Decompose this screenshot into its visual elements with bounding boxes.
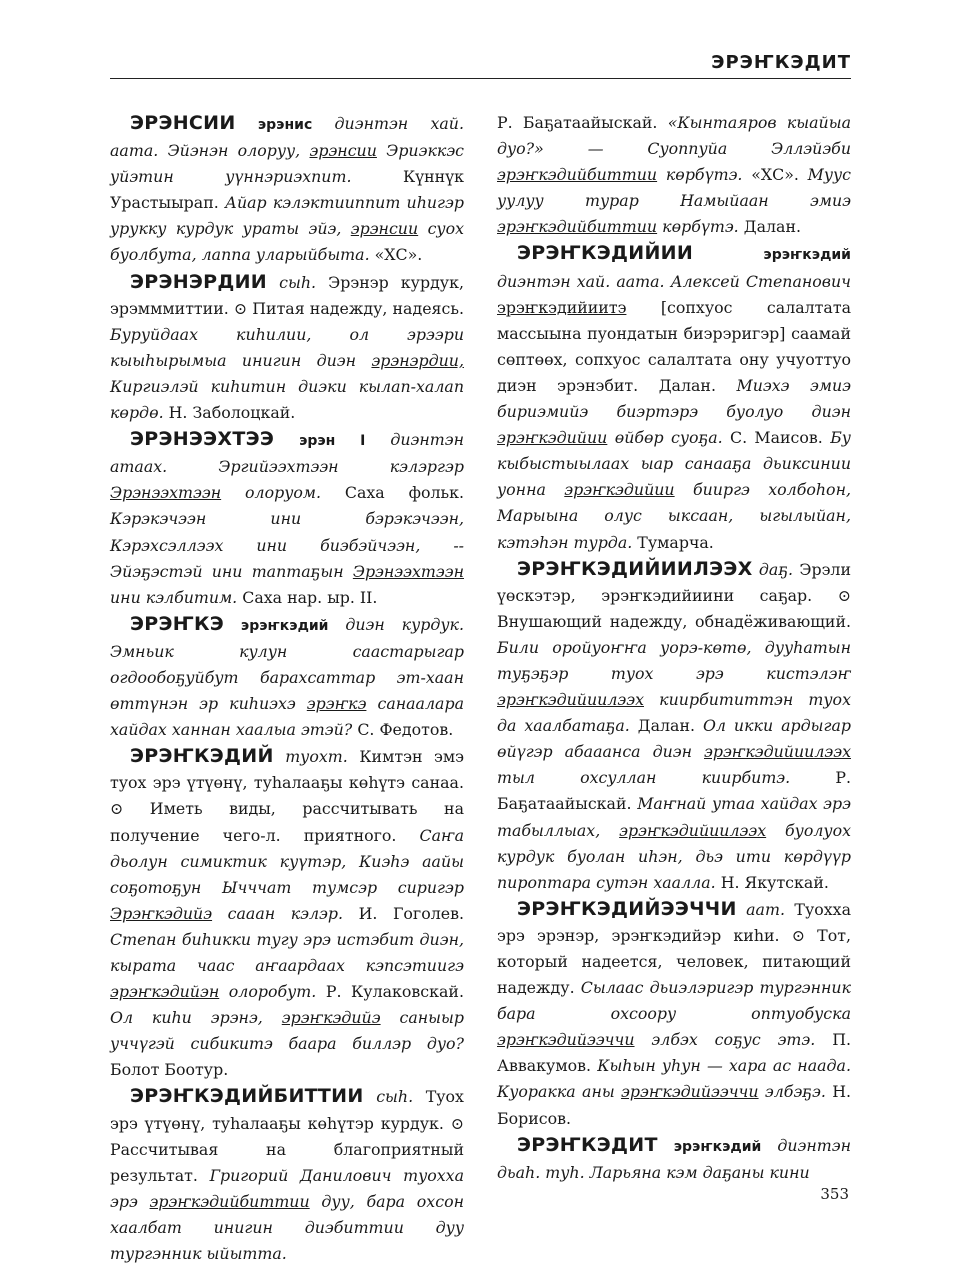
translation-marker-icon: ⊙ <box>450 1113 464 1133</box>
grammar-note: диэнтэн дьаһ. туһ. <box>497 1135 851 1182</box>
source-word: эрэҥкэдий <box>240 617 329 634</box>
russian-translation: Тот, который надеется, человек, питающий надежду. <box>497 925 851 998</box>
dictionary-entry <box>110 269 464 427</box>
example-keyword: эрэнсии <box>309 141 377 161</box>
example-text: Эйэнэн олоруу, <box>167 141 301 161</box>
example-keyword: эрэҥкэ <box>306 694 367 714</box>
dictionary-entry <box>110 611 464 743</box>
example-text: «Кынтаяров кыайыа дуо?» — Суоппуйа Эллэйэби <box>497 113 851 159</box>
translation-marker-icon: ⊙ <box>791 925 805 945</box>
example-text: тыл охсуллан киирбитэ. <box>497 768 791 788</box>
example-keyword: эрэҥкэдийээччи <box>497 1030 635 1050</box>
citation: Саха нар. ыр. II. <box>242 587 378 607</box>
source-word: эрэнис <box>257 117 313 133</box>
headword: ЭРЭҤКЭДИТ <box>517 1133 658 1156</box>
definition: Эрэли үөскэтэр, эрэҥкэдийиини саҕар. <box>497 559 851 605</box>
headword: ЭРЭҤКЭДИЙИИЛЭЭХ <box>517 557 753 580</box>
russian-translation: Внушающий надежду, обнадёживающий. <box>497 611 851 631</box>
citation: «ХС». <box>751 165 799 185</box>
source-word: эрэҥкэдий <box>763 247 851 264</box>
running-head <box>110 50 851 79</box>
translation-marker-icon: ⊙ <box>110 799 124 819</box>
example-text: дуу, бара охсон хаалбат инигин диэбиттии дуу тургэнник ыйытта. <box>110 1191 464 1264</box>
russian-translation: Иметь виды, рассчитывать на получение чего-л. приятного. <box>110 799 464 845</box>
headword: ЭРЭҤКЭДИЙИИ <box>517 242 694 265</box>
translation-marker-icon: ⊙ <box>837 585 851 605</box>
headword: ЭРЭНЭРДИИ <box>130 270 268 293</box>
grammar-note: диэнтэн хай. аата. <box>110 114 464 161</box>
example-text: Бу кыбыстыылаах ыар санааҕа дьиксинии уонна <box>497 428 851 500</box>
citation: П. Аввакумов. <box>497 1030 851 1076</box>
example-text: Григорий Данилович туохха эрэ <box>110 1165 464 1211</box>
example-text: көрбүтэ. <box>665 165 743 185</box>
example-text: ини кэлбитим. <box>110 587 238 607</box>
example-keyword: эрэҥкэдийэн <box>110 982 220 1002</box>
example-text: Айар кэлэктииппит иһигэр урукку курдук ураты эйэ, <box>110 193 464 239</box>
example-keyword: эрэҥкэдийиилээх <box>497 690 644 710</box>
dictionary-entry <box>110 426 464 611</box>
example-keyword: эрэҥкэдийэ <box>281 1008 381 1028</box>
dictionary-entry <box>110 743 464 1083</box>
grammar-note: диэнтэн хай. аата. <box>497 271 665 291</box>
example-text: Кэрэкэчээн ини бэрэкэчээн, Кэрэхсэллээх ини биэбэйчээн, -- Эйэҕэстэй ини таптаҕын <box>110 509 464 581</box>
example-text: элбэх соҕус этэ. <box>651 1030 816 1050</box>
citation: Н. Якутскай. <box>720 872 829 892</box>
running-head-title: ЭРЭҤКЭДИТ <box>711 52 851 73</box>
example-keyword: эрэҥкэдийии <box>497 428 608 448</box>
example-keyword: эрэҥкэдийээччи <box>621 1082 759 1102</box>
part-of-speech: туохт. <box>285 747 348 767</box>
grammar-note: диэнтэн атаах. <box>110 430 464 477</box>
example-text: Били оройуоҥҥа уорэ-көтө, дууһатын туҕэҕэр туох эрэ кистэлэҥ <box>497 637 851 683</box>
citation: Р. Баҕатаайыскай. <box>497 768 851 814</box>
source-word: эрэҥкэдий <box>673 1138 762 1155</box>
headword: ЭРЭҤКЭ <box>130 612 225 635</box>
example-keyword: эрэнэрдии, <box>371 350 464 370</box>
example-keyword: Эрэнээхтээн <box>352 561 464 581</box>
example-text: Степан биһикки тугу эрэ истэбит диэн, кырата чаас аҥаардаах кэпсэтиигэ <box>110 929 464 975</box>
example-text: олоруом. <box>245 483 321 503</box>
example-text: киирбититтэн туох да хаалбатаҕа. <box>497 690 851 736</box>
citation: Р. Кулаковскай. <box>325 982 464 1002</box>
dictionary-entry <box>497 1132 851 1186</box>
example-text: Миэхэ эмиэ бириэмийэ биэртэрэ буолуо диэн <box>497 375 851 422</box>
example-text: Киргиэлэй киһитин диэки кылап-халап көрдө. <box>110 376 464 423</box>
example-text: [сопхуос салалтата массыына пуондатын биэрэригэр] саамай сөптөөх, сопхуос салалтата ону учуоттуо диэн эрэнэбит. <box>497 297 851 395</box>
example-text: Ол икки ардыгар өйүгэр абааанса диэн <box>497 716 851 762</box>
example-keyword: Эрэнээхтээн <box>110 483 222 503</box>
example-text: өйбөр суоҕа. <box>614 428 723 448</box>
example-text: Саҥа дьолун симиктик куүтэр, Киэһэ аайы соҕотоҕун Ычччат тумсэр сиригэр <box>110 825 464 897</box>
example-text: Эмньик кулун саастарыгар огдообоҕуйбут барахсаттар эт-хаан өттүнэн эр киһиэхэ <box>110 641 464 714</box>
dictionary-entry <box>497 240 851 555</box>
example-text: Ларьяна кэм даҕаны кини <box>589 1162 810 1182</box>
example-keyword: эрэҥкэдийиилээх <box>619 820 767 840</box>
right-column <box>497 110 851 1186</box>
part-of-speech: сыһ. <box>279 272 317 292</box>
citation: Далан. <box>743 217 801 237</box>
example-text: Эргийээхтээн кэлэргэр <box>218 457 464 477</box>
part-of-speech: сыһ. <box>376 1087 414 1107</box>
left-column <box>110 110 464 1267</box>
example-keyword: эрэҥкэдийбиттии <box>149 1191 310 1211</box>
citation: Н. Борисов. <box>497 1082 851 1128</box>
page-number: 353 <box>820 1185 849 1203</box>
citation: Болот Боотур. <box>110 1060 229 1080</box>
citation: С. Маисов. <box>729 428 823 448</box>
example-text: Ол киһи эрэнэ, <box>110 1008 263 1028</box>
example-text: көрбүтэ. <box>662 217 739 237</box>
source-word: эрэн I <box>299 433 366 450</box>
example-keyword: эрэҥкэдийиилээх <box>704 742 851 762</box>
citation: Күннүк Урастыырап. <box>110 167 464 213</box>
headword: ЭРЭҤКЭДИЙЭЭЧЧИ <box>517 897 737 920</box>
example-keyword: эрэнсии <box>350 219 419 239</box>
part-of-speech: аат. <box>746 899 785 919</box>
dictionary-entry <box>497 556 851 896</box>
citation: Далан. <box>658 375 716 395</box>
example-keyword: Эрэҥкэдийэ <box>110 903 213 923</box>
translation-marker-icon: ⊙ <box>233 298 248 318</box>
example-text: санаалара хайдах ханнан хаалыа этэй? <box>110 694 464 740</box>
example-text: элбэҕэ. <box>764 1082 826 1102</box>
citation: Р. Баҕатаайыскай. <box>497 113 658 132</box>
headword: ЭРЭНЭЭХТЭЭ <box>130 428 275 451</box>
example-text: Кыһын уһун — хара ас наада. Куоракка аны <box>497 1056 851 1102</box>
example-text: Муус уулуу турар Намыйаан эмиэ <box>497 165 852 211</box>
definition: Туохха эрэ эрэнэр, эрэҥкэдийэр киһи. <box>497 899 851 945</box>
example-text: Буруйдаах киһилии, ол эрээри кыыһырымыа инигин диэн <box>110 324 464 370</box>
definition: Эрэнэр курдук, эрэмммиттии. <box>110 272 464 318</box>
example-text: Алексей Степанович <box>670 271 851 291</box>
example-keyword: эрэҥкэдийиитэ <box>497 297 627 317</box>
citation: Далан. <box>637 716 695 736</box>
dictionary-entry <box>497 896 851 1132</box>
example-keyword: эрэҥкэдийбиттии <box>497 165 658 185</box>
headword: ЭРЭҤКЭДИЙБИТТИИ <box>130 1085 364 1108</box>
part-of-speech: даҕ. <box>758 559 794 579</box>
russian-translation: Питая надежду, надеясь. <box>252 298 464 318</box>
grammar-note: диэн курдук. <box>345 614 464 634</box>
citation: «ХС». <box>374 245 423 265</box>
example-text: Сылаас дьиэлэригэр тургэнник бара охсоору оптуобуска <box>497 978 851 1024</box>
dictionary-entry-continued <box>497 110 851 240</box>
example-text: Эриэккэс уйэтин уүннэриэхпит. <box>110 141 465 187</box>
example-text: сааан кэлэр. <box>227 903 344 923</box>
citation: Тумарча. <box>637 532 714 552</box>
example-text: олоробут. <box>228 982 317 1002</box>
example-keyword: эрэҥкэдийии <box>564 480 675 500</box>
russian-translation: Рассчитывая на благоприятный результат. <box>110 1139 464 1185</box>
citation: И. Гоголев. <box>358 903 464 923</box>
definition: Кимтэн эмэ туох эрэ үтүөнү, туһалааҕы көһүтэ санаа. <box>110 747 464 793</box>
dictionary-entry <box>110 1083 464 1267</box>
example-text: бииргэ холбоһон, Марыына олус ыксаан, ыгылыйан, кэтэһэн турда. <box>497 480 851 552</box>
headword: ЭРЭНСИИ <box>130 112 236 134</box>
citation: Саха фольк. <box>344 483 464 503</box>
definition: Туох эрэ үтүөнү, туһалааҕы көһүтэр курдук. <box>110 1087 464 1133</box>
citation: С. Федотов. <box>357 720 454 740</box>
headword: ЭРЭҤКЭДИЙ <box>130 745 274 768</box>
dictionary-entry <box>110 110 464 269</box>
example-text: Маҥнай утаа хайдах эрэ табыллыах, <box>497 794 851 840</box>
example-text: саныыр уччүгэй сибикитэ баара биллэр дуо? <box>110 1008 465 1054</box>
example-keyword: эрэҥкэдийбиттии <box>497 217 658 237</box>
example-text: суох буолбута, лаппа уларыйбыта. <box>110 219 464 265</box>
example-text: буолуох курдук буолан иһэн, дьэ ити көрдүүр пироптара сутэн хаалла. <box>497 820 851 892</box>
citation: Н. Заболоцкай. <box>168 403 296 423</box>
